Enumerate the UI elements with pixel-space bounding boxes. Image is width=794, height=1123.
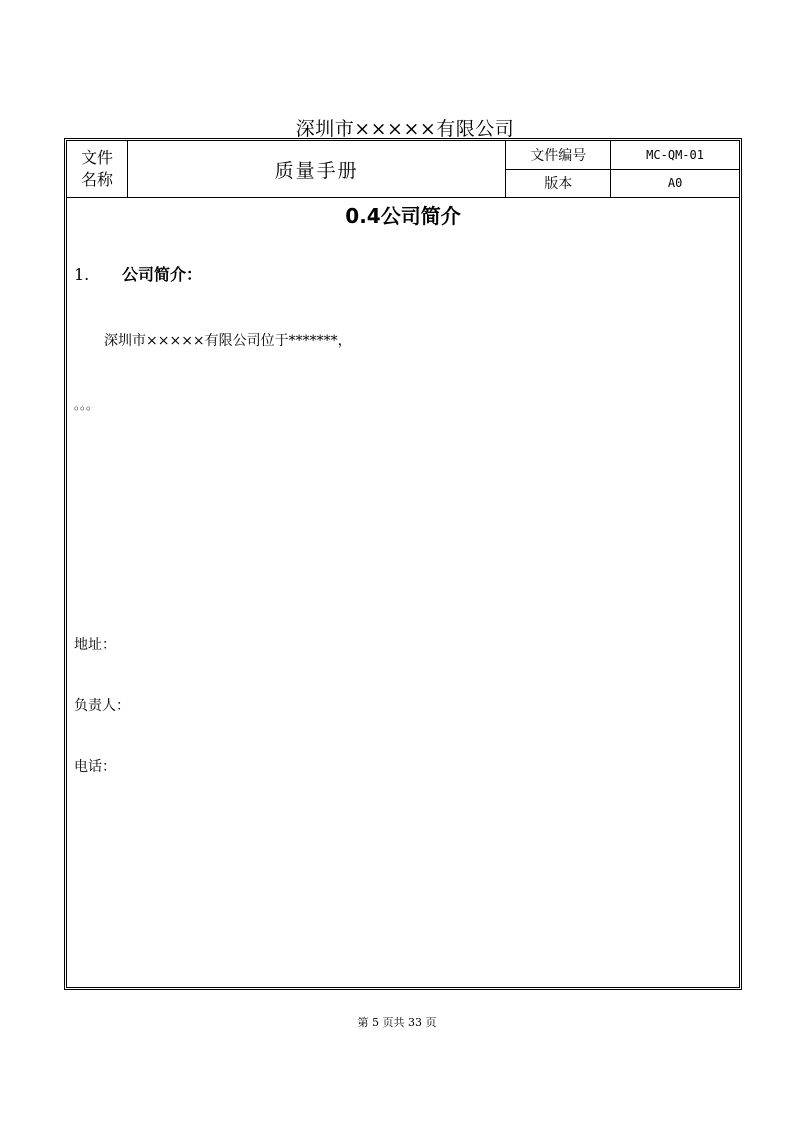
version-value: A0 xyxy=(611,169,740,198)
doc-number-label: 文件编号 xyxy=(506,141,611,170)
continuation-marks: 。。。 xyxy=(74,398,99,412)
doc-name-label-line1: 文件 xyxy=(80,148,113,167)
doc-title-cell xyxy=(127,141,505,198)
heading-company-intro xyxy=(74,262,202,285)
company-name: 深圳市×××××有限公司 xyxy=(295,118,515,140)
document-header-table xyxy=(66,140,740,198)
doc-title: 质量手册 xyxy=(274,159,359,182)
section-title: 0.4公司简介 xyxy=(345,204,461,228)
heading-number: 1. xyxy=(74,265,90,284)
phone-label: 电话： xyxy=(74,759,116,775)
doc-number-value: MC-QM-01 xyxy=(611,141,740,170)
doc-name-label-cell xyxy=(67,141,128,198)
doc-name-label-line2: 名称 xyxy=(80,170,113,189)
page-footer: 第 5 页共 33 页 xyxy=(357,1016,437,1029)
manager-label: 负责人： xyxy=(74,698,130,714)
version-label: 版本 xyxy=(506,169,611,198)
heading-text: 公司简介： xyxy=(122,265,203,284)
intro-paragraph: 深圳市×××××有限公司位于*******， xyxy=(104,333,352,349)
address-label: 地址： xyxy=(74,637,116,653)
